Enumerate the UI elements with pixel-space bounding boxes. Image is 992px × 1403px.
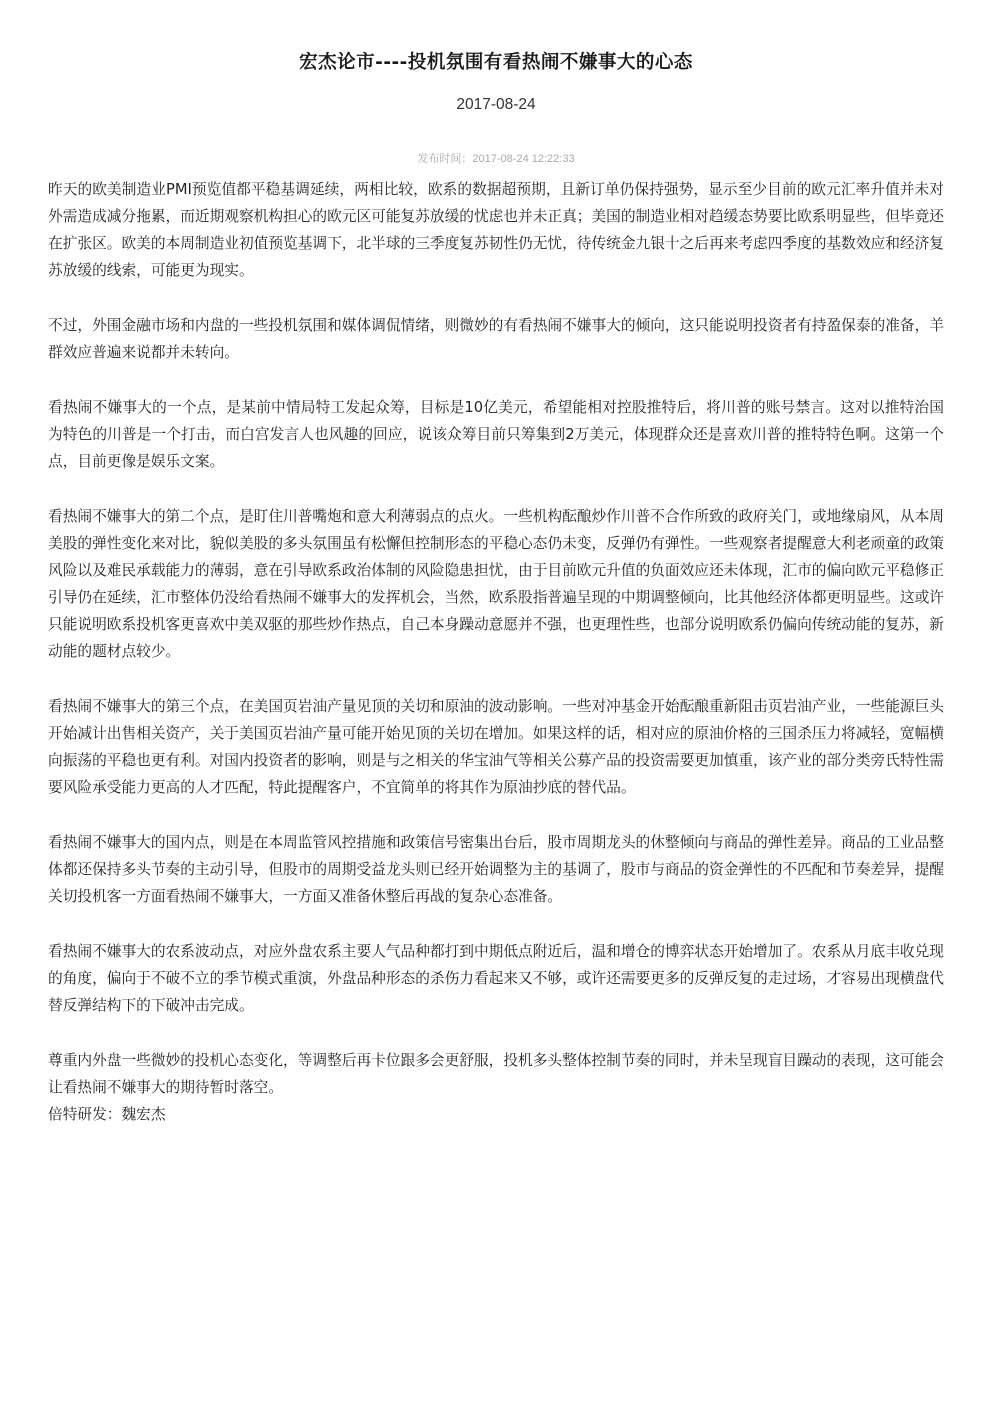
paragraph: 尊重内外盘一些微妙的投机心态变化，等调整后再卡位跟多会更舒服，投机多头整体控制节奏的同时，并未呈现盲目躁动的表现，这可能会让看热闹不嫌事大的期待暂时落空。: [48, 1052, 944, 1096]
paragraph: 看热闹不嫌事大的一个点，是某前中情局特工发起众筹，目标是10亿美元，希望能相对控股推特后，将川普的账号禁言。这对以推特治国为特色的川普是一个打击，而白宫发言人也风趣的回应，说该众筹目前只筹集到2万美元，体现群众还是喜欢川普的推特特色啊。这第一个点，目前更像是娱乐文案。: [48, 399, 944, 470]
paragraph: 看热闹不嫌事大的农系波动点，对应外盘农系主要人气品种都打到中期低点附近后，温和增仓的博弈状态开始增加了。农系从月底丰收兑现的角度，偏向于不破不立的季节模式重演，外盘品种形态的杀伤力看起来又不够，或许还需要更多的反弹反复的走过场，才容易出现横盘代替反弹结构下的下破冲击完成。: [48, 943, 944, 1014]
article-date: 2017-08-24: [456, 96, 536, 113]
paragraph: 昨天的欧美制造业PMI预览值都平稳基调延续，两相比较，欧系的数据超预期，且新订单仍保持强势，显示至少目前的欧元汇率升值并未对外需造成减分拖累，而近期观察机构担心的欧元区可能复苏放缓的忧虑也并未正真；美国的制造业相对趋缓态势要比欧系明显些，但毕竟还在扩张区。欧美的本周制造业初值预览基调下，北半球的三季度复苏韧性仍无忧，待传统金九银十之后再来考虑四季度的基数效应和经济复苏放缓的线索，可能更为现实。: [48, 181, 944, 279]
paragraph: 看热闹不嫌事大的第二个点，是盯住川普嘴炮和意大利薄弱点的点火。一些机构酝酿炒作川普不合作所致的政府关门，或地缘扇风，从本周美股的弹性变化来对比，貌似美股的多头氛围虽有松懈但控制形态的平稳心态仍未变，反弹仍有弹性。一些观察者提醒意大利老顽童的政策风险以及难民承载能力的薄弱，意在引导欧系政治体制的风险隐患担忧，由于目前欧元升值的负面效应还未体现，汇市的偏向欧元平稳修正引导仍在延续，汇市整体仍没给看热闹不嫌事大的发挥机会，当然，欧系股指普遍呈现的中期调整倾向，比其他经济体都更明显些。这或许只能说明欧系投机客更喜欢中美双驱的那些炒作热点，自己本身躁动意愿并不强，也更理性些，也部分说明欧系仍偏向传统动能的复苏，新动能的题材点较少。: [48, 508, 944, 660]
article-title: 宏杰论市----投机氛围有看热闹不嫌事大的心态: [299, 52, 693, 73]
author-line: 倍特研发：魏宏杰: [48, 1106, 166, 1123]
article-body: [48, 176, 944, 1128]
paragraph: 看热闹不嫌事大的国内点，则是在本周监管风控措施和政策信号密集出台后，股市周期龙头的休整倾向与商品的弹性差异。商品的工业品整体都还保持多头节奏的主动引导，但股市的周期受益龙头则已经开始调整为主的基调了，股市与商品的资金弹性的不匹配和节奏差异，提醒关切投机客一方面看热闹不嫌事大，一方面又准备休整后再战的复杂心态准备。: [48, 834, 944, 905]
publish-timestamp: 2017-08-24 12:22:33: [472, 153, 575, 165]
paragraph: 不过，外围金融市场和内盘的一些投机氛围和媒体调侃情绪，则微妙的有看热闹不嫌事大的倾向，这只能说明投资者有持盈保泰的准备，羊群效应普遍来说都并未转向。: [48, 317, 944, 361]
publish-time: [0, 150, 992, 166]
publish-label: 发布时间：: [417, 153, 473, 165]
paragraph: 看热闹不嫌事大的第三个点，在美国页岩油产量见顶的关切和原油的波动影响。一些对冲基金开始酝酿重新阻击页岩油产业，一些能源巨头开始减计出售相关资产，关于美国页岩油产量可能开始见顶的关切在增加。如果这样的话，相对应的原油价格的三国杀压力将减轻，宽幅横向振荡的平稳也更有利。对国内投资者的影响，则是与之相关的华宝油气等相关公募产品的投资需要更加慎重，该产业的部分类旁氏特性需要风险承受能力更高的人才匹配，特此提醒客户，不宜简单的将其作为原油抄底的替代品。: [48, 698, 944, 796]
